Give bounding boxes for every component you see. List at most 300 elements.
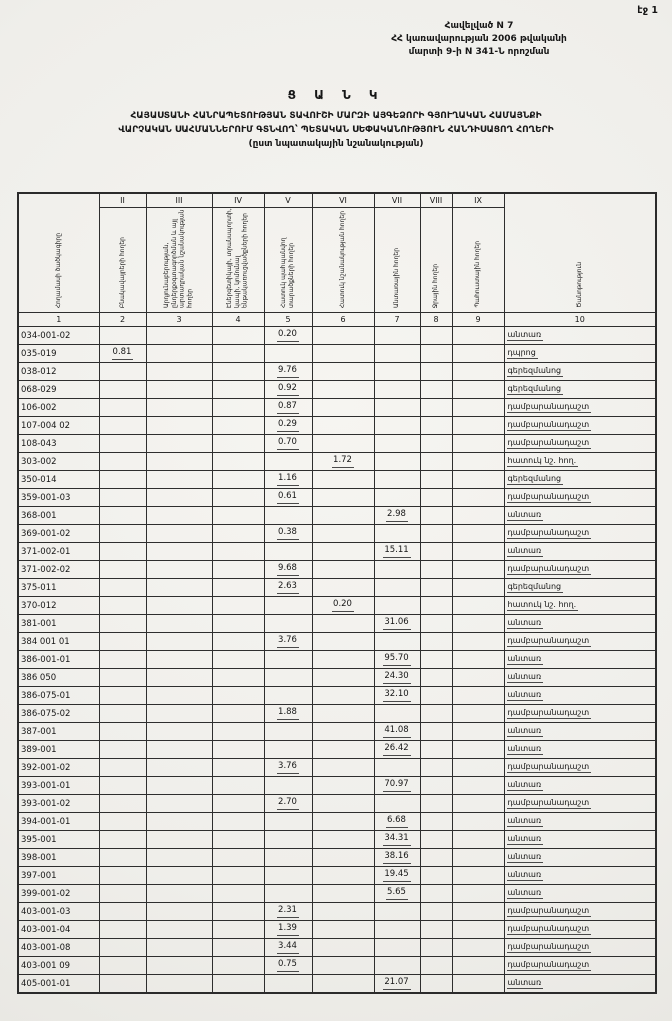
area-value-cell <box>312 849 374 867</box>
area-value-cell <box>146 669 212 687</box>
area-value-cell <box>99 813 146 831</box>
area-value-cell <box>212 381 264 399</box>
parcel-code-cell: 107-004 02 <box>18 417 99 435</box>
parcel-code-cell: 368-001 <box>18 507 99 525</box>
note-cell: դամբարանադաշտ <box>504 903 656 921</box>
area-value-cell <box>146 471 212 489</box>
area-value-cell <box>146 957 212 975</box>
table-row <box>18 417 656 435</box>
area-value-cell <box>212 903 264 921</box>
parcel-code-cell: 386 050 <box>18 669 99 687</box>
note-cell: անտառ <box>504 615 656 633</box>
parcel-code-cell: 393-001-02 <box>18 795 99 813</box>
area-value-cell: 9.76 <box>264 363 312 381</box>
area-value-cell <box>212 849 264 867</box>
area-value-cell <box>452 687 504 705</box>
note-cell: անտառ <box>504 669 656 687</box>
area-value-cell <box>374 363 420 381</box>
table-row <box>18 507 656 525</box>
table-row <box>18 795 656 813</box>
area-value-cell <box>312 507 374 525</box>
area-value-cell <box>420 399 452 417</box>
area-value-cell <box>420 669 452 687</box>
area-value-cell: 26.42 <box>374 741 420 759</box>
area-value-cell <box>374 597 420 615</box>
area-value-cell <box>420 561 452 579</box>
area-value-cell <box>420 525 452 543</box>
table-row <box>18 687 656 705</box>
area-value-cell <box>420 939 452 957</box>
area-value-cell <box>374 525 420 543</box>
area-value-cell <box>146 345 212 363</box>
area-value-cell <box>374 453 420 471</box>
area-value-cell <box>212 723 264 741</box>
area-value-cell <box>99 471 146 489</box>
parcel-code-cell: 350-014 <box>18 471 99 489</box>
area-value-cell <box>420 759 452 777</box>
area-value-cell <box>146 939 212 957</box>
parcel-code-cell: 393-001-01 <box>18 777 99 795</box>
roman-numeral-II: II <box>99 193 146 208</box>
area-value-cell <box>212 741 264 759</box>
header-industrial-lands: Արդյունաբերության, ընդերքօգտագործման և այլ արտադրական նշանակության հողեր <box>146 208 212 313</box>
area-value-cell <box>264 687 312 705</box>
area-value-cell <box>264 543 312 561</box>
area-value-cell: 0.20 <box>312 597 374 615</box>
table-row <box>18 939 656 957</box>
area-value-cell <box>264 975 312 994</box>
table-row <box>18 957 656 975</box>
parcel-code-cell: 375-011 <box>18 579 99 597</box>
area-value-cell <box>212 327 264 345</box>
appendix-line-2: ՀՀ կառավարության 2006 թվականի <box>391 34 567 45</box>
area-value-cell <box>312 759 374 777</box>
column-number: 7 <box>374 313 420 327</box>
area-value-cell <box>420 435 452 453</box>
note-cell: դամբարանադաշտ <box>504 525 656 543</box>
parcel-code-cell: 038-012 <box>18 363 99 381</box>
header-parcel-code: Հողամասի ծածկագիրը <box>18 193 99 313</box>
table-row <box>18 435 656 453</box>
area-value-cell <box>146 525 212 543</box>
area-value-cell <box>420 867 452 885</box>
header-energy-transport-lands: Էներգետիկայի, տրանսպորտի, կապի, կոմունալ ենթակառուցվածքների հողեր <box>212 208 264 313</box>
area-value-cell <box>312 921 374 939</box>
area-value-cell <box>212 795 264 813</box>
area-value-cell <box>212 687 264 705</box>
area-value-cell <box>374 327 420 345</box>
note-cell: դամբարանադաշտ <box>504 795 656 813</box>
column-number: 6 <box>312 313 374 327</box>
document-title: Ց Ա Ն Կ <box>287 88 385 102</box>
area-value-cell <box>99 651 146 669</box>
area-value-cell <box>146 777 212 795</box>
area-value-cell <box>146 705 212 723</box>
area-value-cell <box>99 489 146 507</box>
table-row <box>18 597 656 615</box>
area-value-cell <box>99 867 146 885</box>
area-value-cell: 0.61 <box>264 489 312 507</box>
area-value-cell <box>146 507 212 525</box>
parcel-code-cell: 389-001 <box>18 741 99 759</box>
area-value-cell <box>452 903 504 921</box>
area-value-cell: 5.65 <box>374 885 420 903</box>
area-value-cell <box>312 525 374 543</box>
table-row <box>18 543 656 561</box>
area-value-cell <box>420 849 452 867</box>
parcel-code-cell: 371-002-01 <box>18 543 99 561</box>
area-value-cell <box>99 579 146 597</box>
area-value-cell <box>99 525 146 543</box>
area-value-cell <box>374 345 420 363</box>
area-value-cell <box>146 417 212 435</box>
parcel-code-cell: 403-001 09 <box>18 957 99 975</box>
area-value-cell <box>146 921 212 939</box>
note-cell: դամբարանադաշտ <box>504 399 656 417</box>
area-value-cell <box>212 705 264 723</box>
area-value-cell <box>420 885 452 903</box>
area-value-cell: 0.20 <box>264 327 312 345</box>
area-value-cell <box>212 867 264 885</box>
table-row <box>18 903 656 921</box>
note-cell: անտառ <box>504 813 656 831</box>
table-row <box>18 489 656 507</box>
parcel-code-cell: 403-001-04 <box>18 921 99 939</box>
area-value-cell <box>312 741 374 759</box>
area-value-cell <box>452 759 504 777</box>
area-value-cell <box>99 831 146 849</box>
note-cell: անտառ <box>504 327 656 345</box>
area-value-cell <box>212 471 264 489</box>
area-value-cell: 0.92 <box>264 381 312 399</box>
area-value-cell <box>99 507 146 525</box>
table-row <box>18 759 656 777</box>
area-value-cell <box>212 543 264 561</box>
area-value-cell <box>264 651 312 669</box>
area-value-cell: 1.88 <box>264 705 312 723</box>
parcel-code-cell: 405-001-01 <box>18 975 99 994</box>
area-value-cell: 1.72 <box>312 453 374 471</box>
area-value-cell: 1.16 <box>264 471 312 489</box>
area-value-cell <box>146 579 212 597</box>
note-cell: դամբարանադաշտ <box>504 921 656 939</box>
area-value-cell <box>99 633 146 651</box>
title-block <box>0 88 672 149</box>
note-cell: անտառ <box>504 507 656 525</box>
area-value-cell <box>452 435 504 453</box>
note-cell: անտառ <box>504 651 656 669</box>
roman-numeral-row <box>18 193 656 208</box>
area-value-cell: 0.87 <box>264 399 312 417</box>
area-value-cell <box>146 363 212 381</box>
area-value-cell <box>264 885 312 903</box>
land-parcels-table <box>17 192 657 994</box>
area-value-cell: 3.76 <box>264 633 312 651</box>
area-value-cell <box>212 399 264 417</box>
area-value-cell <box>452 597 504 615</box>
area-value-cell <box>420 471 452 489</box>
table-row <box>18 867 656 885</box>
note-cell: անտառ <box>504 687 656 705</box>
note-cell: անտառ <box>504 777 656 795</box>
area-value-cell <box>212 633 264 651</box>
area-value-cell: 9.68 <box>264 561 312 579</box>
area-value-cell <box>264 453 312 471</box>
area-value-cell <box>99 957 146 975</box>
area-value-cell <box>312 975 374 994</box>
area-value-cell <box>452 417 504 435</box>
area-value-cell <box>99 741 146 759</box>
area-value-cell <box>99 705 146 723</box>
area-value-cell <box>212 777 264 795</box>
note-cell: անտառ <box>504 543 656 561</box>
area-value-cell: 0.70 <box>264 435 312 453</box>
area-value-cell <box>312 363 374 381</box>
document-subtitle-2: ՎԱՐՉԱԿԱՆ ՍԱՀՄԱՆՆԵՐՈՒՄ ԳՏՆՎՈՂ՝ ՊԵՏԱԿԱՆ ՍԵՓԱԿԱՆՈՒԹՅՈՒՆ ՀԱՆԴԻՍԱՑՈՂ ՀՈՂԵՐԻ <box>118 124 554 135</box>
area-value-cell <box>212 435 264 453</box>
area-value-cell <box>452 975 504 994</box>
table-row <box>18 741 656 759</box>
parcel-code-cell: 068-029 <box>18 381 99 399</box>
area-value-cell <box>452 723 504 741</box>
parcel-code-cell: 381-001 <box>18 615 99 633</box>
table-row <box>18 471 656 489</box>
area-value-cell <box>264 597 312 615</box>
area-value-cell <box>99 759 146 777</box>
area-value-cell: 2.63 <box>264 579 312 597</box>
area-value-cell <box>99 903 146 921</box>
area-value-cell <box>374 633 420 651</box>
area-value-cell: 6.68 <box>374 813 420 831</box>
area-value-cell <box>312 381 374 399</box>
area-value-cell <box>420 723 452 741</box>
parcel-code-cell: 392-001-02 <box>18 759 99 777</box>
area-value-cell <box>212 759 264 777</box>
area-value-cell <box>146 543 212 561</box>
area-value-cell <box>312 705 374 723</box>
area-value-cell <box>212 597 264 615</box>
area-value-cell <box>99 849 146 867</box>
area-value-cell <box>452 453 504 471</box>
note-cell: դամբարանադաշտ <box>504 705 656 723</box>
parcel-code-cell: 394-001-01 <box>18 813 99 831</box>
area-value-cell <box>212 363 264 381</box>
area-value-cell <box>312 939 374 957</box>
table-row <box>18 579 656 597</box>
area-value-cell <box>146 831 212 849</box>
area-value-cell <box>312 831 374 849</box>
area-value-cell <box>312 867 374 885</box>
area-value-cell: 32.10 <box>374 687 420 705</box>
parcel-code-cell: 403-001-08 <box>18 939 99 957</box>
area-value-cell <box>374 417 420 435</box>
column-number: 3 <box>146 313 212 327</box>
area-value-cell <box>312 777 374 795</box>
area-value-cell <box>146 741 212 759</box>
parcel-code-cell: 303-002 <box>18 453 99 471</box>
area-value-cell <box>452 327 504 345</box>
area-value-cell <box>452 399 504 417</box>
table-row <box>18 561 656 579</box>
area-value-cell <box>312 489 374 507</box>
area-value-cell <box>420 345 452 363</box>
parcel-code-cell: 398-001 <box>18 849 99 867</box>
table-row <box>18 525 656 543</box>
area-value-cell <box>212 921 264 939</box>
area-value-cell <box>264 813 312 831</box>
parcel-code-cell: 369-001-02 <box>18 525 99 543</box>
area-value-cell <box>452 615 504 633</box>
area-value-cell <box>312 687 374 705</box>
header-note: Ծանոթություն <box>504 193 656 313</box>
area-value-cell <box>312 795 374 813</box>
parcel-code-cell: 034-001-02 <box>18 327 99 345</box>
note-cell: գերեզմանոց <box>504 381 656 399</box>
area-value-cell: 3.44 <box>264 939 312 957</box>
area-value-cell <box>374 561 420 579</box>
note-cell: անտառ <box>504 867 656 885</box>
area-value-cell <box>212 885 264 903</box>
area-value-cell <box>374 795 420 813</box>
column-number: 4 <box>212 313 264 327</box>
area-value-cell <box>264 741 312 759</box>
area-value-cell <box>99 327 146 345</box>
note-cell: դամբարանադաշտ <box>504 561 656 579</box>
roman-numeral-VI: VI <box>312 193 374 208</box>
note-cell: դամբարանադաշտ <box>504 435 656 453</box>
area-value-cell <box>374 759 420 777</box>
page-number: էջ 1 <box>637 5 658 16</box>
area-value-cell <box>452 471 504 489</box>
table-row <box>18 633 656 651</box>
area-value-cell <box>452 669 504 687</box>
table-row <box>18 453 656 471</box>
note-cell: դամբարանադաշտ <box>504 939 656 957</box>
area-value-cell <box>146 327 212 345</box>
parcel-code-cell: 395-001 <box>18 831 99 849</box>
parcel-code-cell: 370-012 <box>18 597 99 615</box>
note-cell: դամբարանադաշտ <box>504 957 656 975</box>
table-row <box>18 975 656 994</box>
area-value-cell <box>374 399 420 417</box>
appendix-line-1: Հավելված N 7 <box>444 21 514 31</box>
area-value-cell: 0.81 <box>99 345 146 363</box>
area-value-cell: 0.75 <box>264 957 312 975</box>
area-value-cell <box>420 687 452 705</box>
area-value-cell <box>264 867 312 885</box>
area-value-cell <box>146 381 212 399</box>
area-value-cell <box>452 651 504 669</box>
column-number: 9 <box>452 313 504 327</box>
area-value-cell <box>312 561 374 579</box>
roman-numeral-IX: IX <box>452 193 504 208</box>
area-value-cell <box>146 399 212 417</box>
area-value-cell <box>212 831 264 849</box>
area-value-cell <box>99 561 146 579</box>
area-value-cell <box>264 777 312 795</box>
area-value-cell <box>99 543 146 561</box>
area-value-cell <box>312 417 374 435</box>
area-value-cell <box>99 615 146 633</box>
area-value-cell <box>264 831 312 849</box>
area-value-cell <box>452 957 504 975</box>
area-value-cell <box>312 327 374 345</box>
table-row <box>18 705 656 723</box>
area-value-cell <box>374 435 420 453</box>
area-value-cell <box>99 597 146 615</box>
area-value-cell <box>374 957 420 975</box>
table-row <box>18 723 656 741</box>
area-value-cell: 0.29 <box>264 417 312 435</box>
area-value-cell <box>99 453 146 471</box>
area-value-cell <box>452 777 504 795</box>
header-reserve-lands: Պահուստային հողեր <box>452 208 504 313</box>
area-value-cell <box>312 903 374 921</box>
area-value-cell <box>212 525 264 543</box>
area-value-cell <box>99 363 146 381</box>
area-value-cell <box>99 939 146 957</box>
area-value-cell <box>146 759 212 777</box>
area-value-cell <box>374 705 420 723</box>
area-value-cell <box>452 885 504 903</box>
area-value-cell <box>374 939 420 957</box>
area-value-cell <box>452 525 504 543</box>
area-value-cell <box>452 813 504 831</box>
parcel-code-cell: 386-075-01 <box>18 687 99 705</box>
table-row <box>18 381 656 399</box>
area-value-cell <box>452 939 504 957</box>
area-value-cell <box>374 921 420 939</box>
area-value-cell <box>420 489 452 507</box>
area-value-cell <box>99 777 146 795</box>
note-cell: դամբարանադաշտ <box>504 759 656 777</box>
area-value-cell <box>146 615 212 633</box>
area-value-cell <box>146 975 212 994</box>
area-value-cell <box>146 453 212 471</box>
area-value-cell <box>264 507 312 525</box>
area-value-cell <box>146 633 212 651</box>
area-value-cell: 34.31 <box>374 831 420 849</box>
header-residential-lands: Բնակավայրերի հողեր <box>99 208 146 313</box>
area-value-cell <box>212 345 264 363</box>
column-number: 1 <box>18 313 99 327</box>
header-special-purpose-lands: Հատուկ նշանակության հողեր <box>312 208 374 313</box>
area-value-cell <box>146 723 212 741</box>
table-row <box>18 777 656 795</box>
area-value-cell <box>452 633 504 651</box>
area-value-cell <box>312 471 374 489</box>
area-value-cell <box>146 561 212 579</box>
area-value-cell <box>452 831 504 849</box>
area-value-cell <box>99 723 146 741</box>
area-value-cell <box>312 651 374 669</box>
area-value-cell <box>264 849 312 867</box>
area-value-cell <box>420 813 452 831</box>
area-value-cell <box>146 903 212 921</box>
parcel-code-cell: 387-001 <box>18 723 99 741</box>
area-value-cell <box>420 831 452 849</box>
column-number: 5 <box>264 313 312 327</box>
area-value-cell <box>264 723 312 741</box>
area-value-cell <box>99 669 146 687</box>
area-value-cell <box>420 453 452 471</box>
note-cell: անտառ <box>504 849 656 867</box>
area-value-cell <box>264 615 312 633</box>
parcel-code-cell: 035-019 <box>18 345 99 363</box>
parcel-code-cell: 399-001-02 <box>18 885 99 903</box>
table-row <box>18 669 656 687</box>
area-value-cell <box>212 615 264 633</box>
